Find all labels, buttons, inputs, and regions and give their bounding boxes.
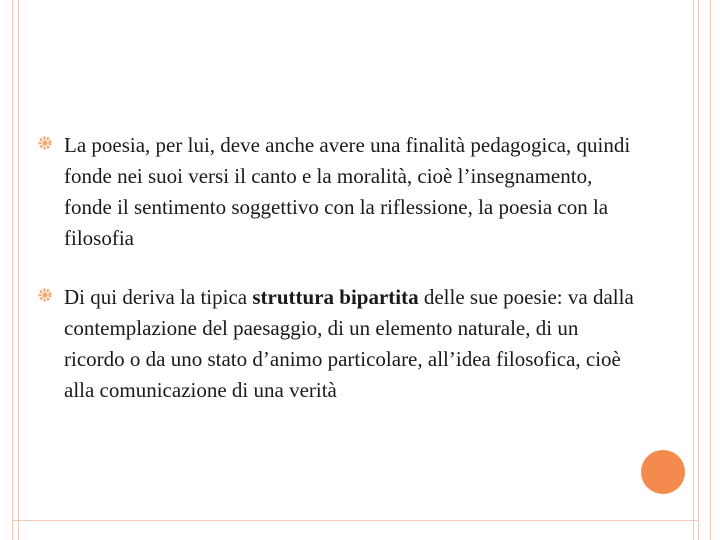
frame-line-left-outer [12,0,13,540]
frame-line-bottom [12,520,698,521]
bullet-item-2 [38,282,638,406]
gear-icon [38,130,64,155]
bullet-list [38,130,638,434]
bullet-text-2-start: Di qui deriva la tipica [64,285,253,309]
gear-icon [38,282,64,307]
frame-line-right-outer [698,0,699,540]
bullet-text-2 [64,282,638,406]
accent-circle [641,450,685,494]
frame-line-right-inner [693,0,694,540]
bullet-item-1 [38,130,638,254]
frame-line-right-edge [710,0,711,540]
frame-line-left-inner [18,0,19,540]
bullet-text-2-end: delle sue poesie: va dalla contemplazione del paesaggio, di un elemento naturale, di un ricordo o da uno stato d’animo particolare, all’idea filosofica, cioè alla comunicazione di una verità [64,285,634,402]
bullet-text-2-bold: struttura bipartita [252,285,419,309]
bullet-text-1: La poesia, per lui, deve anche avere una finalità pedagogica, quindi fonde nei suoi versi il canto e la moralità, cioè l’insegnamento, fonde il sentimento soggettivo con la riflessione, la poesia con la filosofia [64,133,631,250]
